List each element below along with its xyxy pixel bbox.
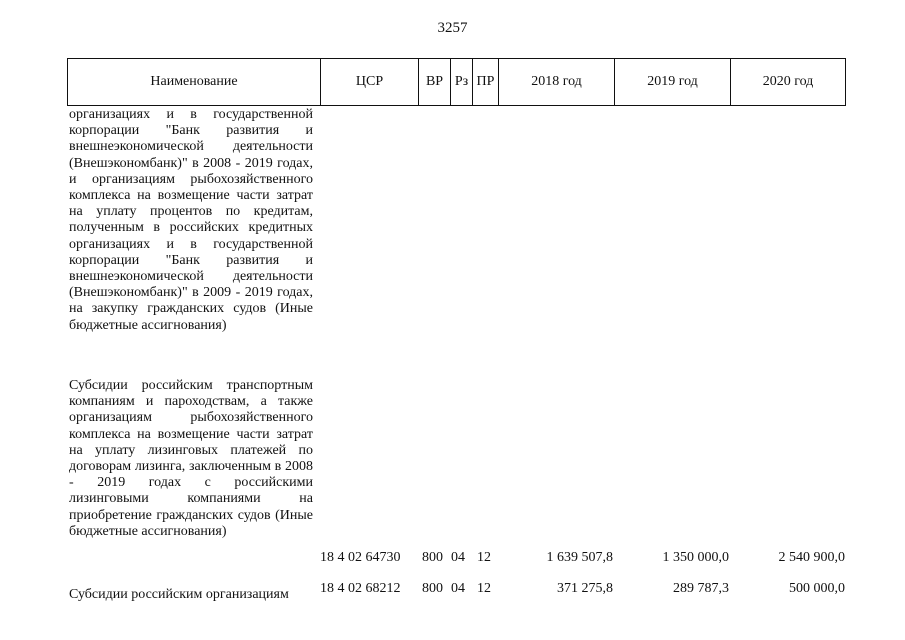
row-vr: 800: [422, 550, 443, 565]
row-name: Субсидии российским организациям: [69, 587, 289, 602]
row-name: Субсидии российским транспортным компаниям и пароходствам, а также организациям рыбохозяйственного комплекса на возмещение части затрат на уплату лизинговых платежей по договорам лизинга, заключенным в 2008 - 2019 годах с российскими лизинговыми компаниями на приобретение гражданских судов (Иные бюджетные ассигнования): [69, 378, 313, 539]
page-number: 3257: [437, 20, 468, 36]
row-vr: 800: [422, 581, 443, 596]
row-2018: 371 275,8: [557, 581, 613, 596]
header-csr: ЦСР: [320, 59, 418, 105]
row-2018: 1 639 507,8: [546, 550, 613, 565]
header-2019: 2019 год: [614, 59, 730, 105]
row-pr: 12: [477, 550, 491, 565]
row-rz: 04: [451, 550, 465, 565]
row-2019: 289 787,3: [673, 581, 729, 596]
header-rz: Рз: [450, 59, 472, 105]
row-csr: 18 4 02 64730: [320, 550, 401, 565]
header-2018: 2018 год: [498, 59, 614, 105]
row-pr: 12: [477, 581, 491, 596]
header-name: Наименование: [150, 74, 238, 89]
row-2020: 2 540 900,0: [778, 550, 845, 565]
row-rz: 04: [451, 581, 465, 596]
header-pr: ПР: [472, 59, 498, 105]
row-name: организациях и в государственной корпорации "Банк развития и внешнеэкономической деятельности (Внешэкономбанк)" в 2008 - 2019 годах, и организациям рыбохозяйственного комплекса на возмещение части затрат на уплату процентов по кредитам, полученным в российских кредитных организациях и в государственной корпорации "Банк развития и внешнеэкономической деятельности (Внешэкономбанк)" в 2009 - 2019 годах, на закупку гражданских судов (Иные бюджетные ассигнования): [69, 107, 313, 333]
row-csr: 18 4 02 68212: [320, 581, 401, 596]
row-2019: 1 350 000,0: [662, 550, 729, 565]
row-2020: 500 000,0: [789, 581, 845, 596]
table-header: [67, 58, 846, 106]
header-2020: 2020 год: [730, 59, 845, 105]
header-vr: ВР: [418, 59, 450, 105]
